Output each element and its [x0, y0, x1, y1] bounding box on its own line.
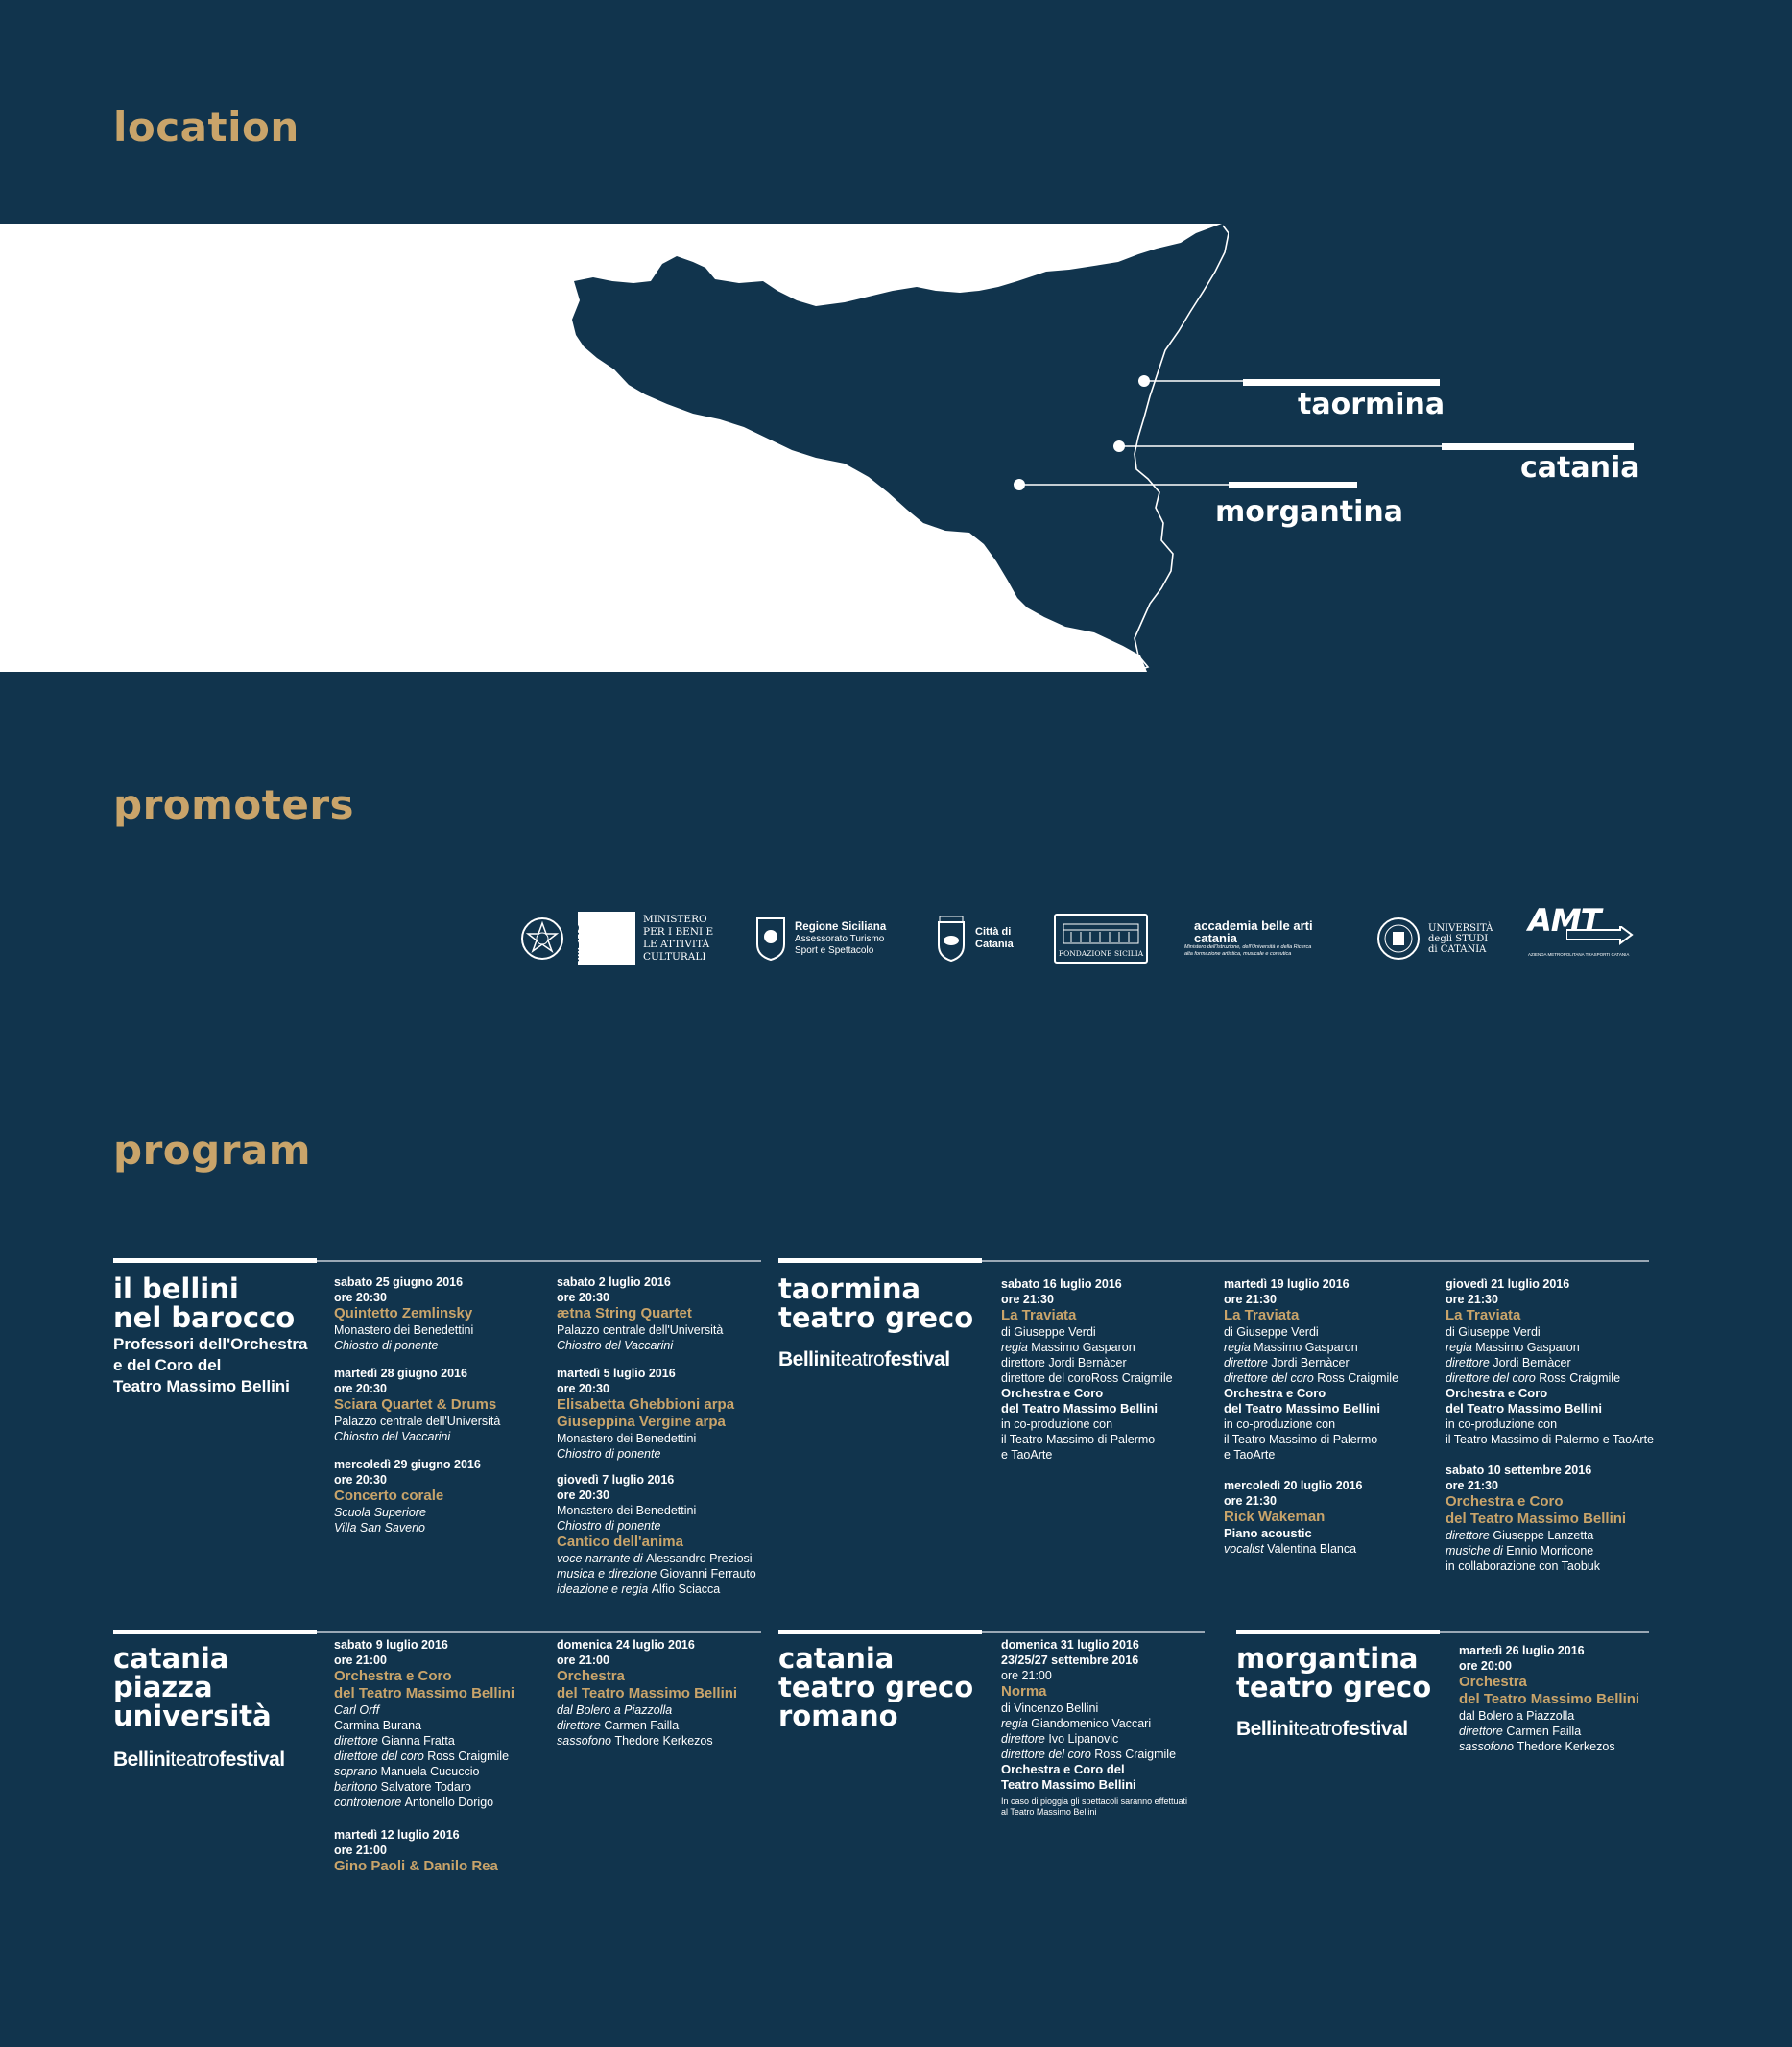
rule-barocco: [113, 1260, 761, 1262]
event-taormina-2: martedì 19 luglio 2016 ore 21:30 La Traviata di Giuseppe Verdi regia Massimo Gasparon direttore Jordi Bernàcer direttore del coro Ross Craigmile Orchestra e Coro del Teatro Massimo Bellini in co-produzione con il Teatro Massimo di Palermo e TaoArte: [1224, 1277, 1399, 1462]
sicily-map: [0, 224, 1229, 672]
event-piazza-2: martedì 12 luglio 2016 ore 21:00 Gino Paoli & Danilo Rea: [334, 1828, 498, 1874]
rule-taormina: [778, 1260, 1649, 1262]
venue-title-romano: catania teatro greco romano: [778, 1642, 974, 1732]
venue-title-taormina: taormina teatro greco: [778, 1273, 974, 1334]
emblem-icon: [520, 915, 564, 963]
brand-piazza: Belliniteatrofestival: [113, 1749, 285, 1771]
logo-universita: [1376, 912, 1493, 965]
city-label-taormina: taormina: [1298, 388, 1446, 421]
accademia-sub: Ministero dell'Istruzione, dell'Università e della Ricerca alta formazione artistica, musicale e coreutica: [1184, 944, 1312, 957]
city-label-catania: catania: [1520, 451, 1640, 485]
venue-title-piazza: catania piazza università: [113, 1642, 272, 1732]
event-piazza-3: domenica 24 luglio 2016 ore 21:00 Orchestra del Teatro Massimo Bellini dal Bolero a Piazzolla direttore Carmen Failla sassofono Thedore Kerkezos: [557, 1638, 738, 1748]
logo-mibac: [568, 912, 714, 965]
seal-icon: [1376, 916, 1421, 961]
event-barocco-1: sabato 25 giugno 2016 ore 20:30 Quintetto Zemlinsky Monastero dei Benedettini Chiostro di ponente: [334, 1275, 474, 1352]
crest-icon: [935, 915, 968, 963]
event-piazza-1: sabato 9 luglio 2016 ore 21:00 Orchestra e Coro del Teatro Massimo Bellini Carl Orff Carmina Burana direttore Gianna Fratta direttore del coro Ross Craigmile soprano Manuela Cucuccio baritono Salvatore Todaro controtenore Antonello Dorigo: [334, 1638, 515, 1809]
citta-text: Città di Catania: [975, 926, 1014, 950]
event-barocco-4: sabato 2 luglio 2016 ore 20:30 ætna String Quartet Palazzo centrale dell'Università Chiostro del Vaccarini: [557, 1275, 724, 1352]
rule-morgantina: [1236, 1631, 1649, 1633]
logo-repubblica: [520, 912, 564, 965]
logo-fondazione-sicilia: [1054, 912, 1148, 965]
brand-morgantina: Belliniteatrofestival: [1236, 1718, 1408, 1740]
event-taormina-3: mercoledì 20 luglio 2016 ore 21:30 Rick Wakeman Piano acoustic vocalist Valentina Blanca: [1224, 1479, 1363, 1556]
regione-title: Regione Siciliana: [795, 920, 887, 933]
venue-title-morgantina: morgantina teatro greco: [1236, 1642, 1432, 1703]
fondazione-text: FONDAZIONE SICILIA: [1058, 949, 1144, 958]
logo-accademia: [1184, 912, 1313, 965]
rule-romano: [778, 1631, 1205, 1633]
regione-sub: Assessorato Turismo Sport e Spettacolo: [795, 933, 885, 956]
universita-text: UNIVERSITÀ degli STUDI di CATANIA: [1428, 922, 1493, 955]
accademia-title: accademia belle arti catania: [1194, 918, 1313, 945]
promoters-heading: promoters: [113, 781, 355, 828]
event-barocco-6: giovedì 7 luglio 2016 ore 20:30 Monastero dei Benedettini Chiostro di ponente Cantico dell'anima voce narrante di Alessandro Preziosi musica e direzione Giovanni Ferrauto ideazione e regia Alfio Sciacca: [557, 1473, 756, 1596]
program-heading: program: [113, 1127, 312, 1174]
event-taormina-5: sabato 10 settembre 2016 ore 21:30 Orchestra e Coro del Teatro Massimo Bellini direttore Giuseppe Lanzetta musiche di Ennio Morricone in collaborazione con Taobuk: [1446, 1464, 1627, 1573]
shield-icon: [754, 916, 787, 962]
city-label-morgantina: morgantina: [1215, 495, 1403, 529]
event-morgantina-1: martedì 26 luglio 2016 ore 20:00 Orchestra del Teatro Massimo Bellini dal Bolero a Piazzolla direttore Carmen Failla sassofono Thedore Kerkezos: [1459, 1644, 1640, 1753]
amt-sub: AZIENDA METROPOLITANA TRASPORTI CATANIA: [1528, 952, 1630, 957]
event-taormina-4: giovedì 21 luglio 2016 ore 21:30 La Traviata di Giuseppe Verdi regia Massimo Gasparon direttore Jordi Bernàcer direttore del coro Ross Craigmile Orchestra e Coro del Teatro Massimo Bellini in co-produzione con il Teatro Massimo di Palermo e TaoArte: [1446, 1277, 1654, 1446]
event-romano-1: domenica 31 luglio 2016 23/25/27 settembre 2016 ore 21:00 Norma di Vincenzo Bellini regia Giandomenico Vaccari direttore Ivo Lipanovic direttore del coro Ross Craigmile Orchestra e Coro del Teatro Massimo Bellini In caso di pioggia gli spettacoli saranno effettuati al Teatro Massimo Bellini: [1001, 1638, 1187, 1817]
brand-taormina: Belliniteatrofestival: [778, 1348, 950, 1370]
event-barocco-2: martedì 28 giugno 2016 ore 20:30 Sciara Quartet & Drums Palazzo centrale dell'Università Chiostro del Vaccarini: [334, 1367, 501, 1443]
venue-title-barocco: il bellini nel barocco: [113, 1273, 296, 1334]
logo-amt: [1528, 902, 1636, 965]
location-heading: location: [113, 104, 299, 151]
mibac-text: MINISTERO PER I BENI E LE ATTIVITÀ CULTURALI: [643, 914, 714, 963]
event-taormina-1: sabato 16 luglio 2016 ore 21:30 La Traviata di Giuseppe Verdi regia Massimo Gasparon direttore Jordi Bernàcer direttore del coroRoss Craigmile Orchestra e Coro del Teatro Massimo Bellini in co-produzione con il Teatro Massimo di Palermo e TaoArte: [1001, 1277, 1173, 1462]
event-barocco-5: martedì 5 luglio 2016 ore 20:30 Elisabetta Ghebbioni arpa Giuseppina Vergine arpa Monastero dei Benedettini Chiostro di ponente: [557, 1367, 735, 1461]
amt-text: AMT: [1528, 902, 1601, 939]
building-icon: [1058, 918, 1144, 947]
event-barocco-3: mercoledì 29 giugno 2016 ore 20:30 Concerto corale Scuola Superiore Villa San Saverio: [334, 1458, 481, 1535]
mibac-mark: MiBAC: [578, 912, 635, 965]
arrow-icon: [1566, 926, 1634, 945]
rule-piazza: [113, 1631, 761, 1633]
logo-regione-siciliana: [754, 912, 886, 965]
logo-citta-catania: [935, 912, 1014, 965]
venue-sub-barocco: Professori dell'Orchestra e del Coro del Teatro Massimo Bellini: [113, 1335, 308, 1395]
